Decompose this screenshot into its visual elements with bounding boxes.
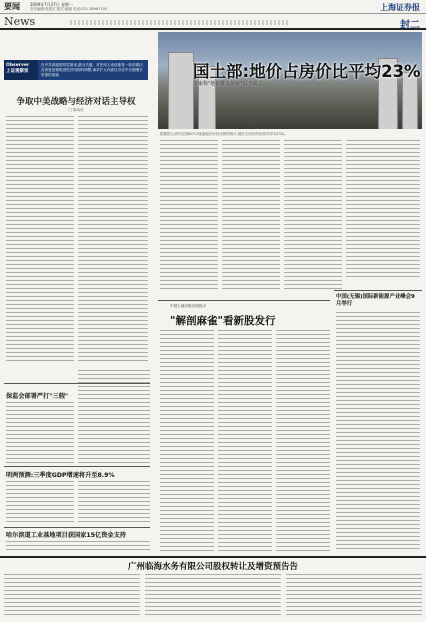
- paper-name: 上海证券报: [380, 2, 420, 12]
- article-2-body-col1: [160, 330, 214, 552]
- lead-headline: 国土部:地价占房价比平均23%: [193, 62, 421, 81]
- article-4-body-col1: [6, 481, 74, 525]
- lead-body-col1: [160, 140, 218, 290]
- divider: [4, 466, 150, 467]
- divider: [158, 300, 330, 301]
- article-2-body-col2: [218, 330, 272, 552]
- date-line: 2009年7月27日 星期一: [30, 2, 74, 7]
- article-3-body-col2: [78, 370, 150, 464]
- article-6-body: [336, 312, 420, 552]
- article-3-body-col1: [6, 402, 74, 464]
- observer-label-cn: 上证观察家: [6, 69, 29, 74]
- article-1-body-right: [78, 116, 148, 362]
- article-2-kicker: 中国土地价格出现拐点: [170, 304, 206, 308]
- observer-label-en: Observer: [6, 63, 30, 68]
- ad-body-col3: [286, 574, 422, 618]
- divider: [4, 527, 150, 528]
- article-1-title: 争取中美战略与经济对话主导权: [16, 97, 136, 107]
- lead-subheadline: 专家称"地价推高房价"说不成立: [193, 81, 263, 87]
- article-5-body: [6, 541, 150, 553]
- band-pattern: [70, 20, 290, 25]
- observer-box: [4, 60, 148, 80]
- divider: [334, 290, 422, 291]
- photo-caption: 根据国土部对全国620个楼盘地价房价比例的统计,地价占房价的比例平均为23%。: [160, 132, 288, 136]
- editor-line: 责任编辑:张夏宏 版式:施丽 电话:021-38967705: [30, 7, 108, 11]
- article-2-title: "解剖麻雀"看新股发行: [170, 315, 276, 327]
- article-6-title: 中国(无锡)国际新能源产业峰会9月举行: [336, 294, 415, 307]
- article-3-title: 保监会部署严打"三假": [6, 393, 69, 400]
- ad-body-col2: [145, 574, 281, 618]
- lead-body-col3: [284, 140, 342, 290]
- ad-body-col1: [4, 574, 140, 618]
- page-header: [0, 0, 426, 14]
- article-4-body-col2: [78, 481, 150, 525]
- observer-text: 在中共高级领导层看来,最为关键、对任何人来说都是一致的做法,应该是加紧推进经济结构的调整,谋求扩大内需以夯实中长期增长所需的基础: [41, 63, 144, 77]
- page-label: 封二: [400, 20, 420, 31]
- ad-divider: [0, 556, 426, 558]
- section-mark: 要闻: [4, 2, 20, 11]
- ad-body: [4, 574, 422, 618]
- news-word: News: [4, 15, 36, 28]
- article-4-title: 明两预测:三季度GDP增速将升至8.9%: [6, 472, 115, 479]
- article-1-body-left: [6, 116, 74, 362]
- news-band: [0, 14, 426, 30]
- ad-title: 广州临海水务有限公司股权转让及增资预告告: [127, 562, 298, 572]
- observer-label: [4, 60, 38, 80]
- lead-body-col2: [222, 140, 280, 290]
- lead-body-col4: [346, 140, 420, 280]
- article-1-byline: □ 陈凤英: [68, 108, 84, 112]
- article-5-title: 哈尔滨道工业基地项目获国家15亿资金支持: [6, 532, 126, 539]
- article-2-body-col3: [276, 330, 330, 552]
